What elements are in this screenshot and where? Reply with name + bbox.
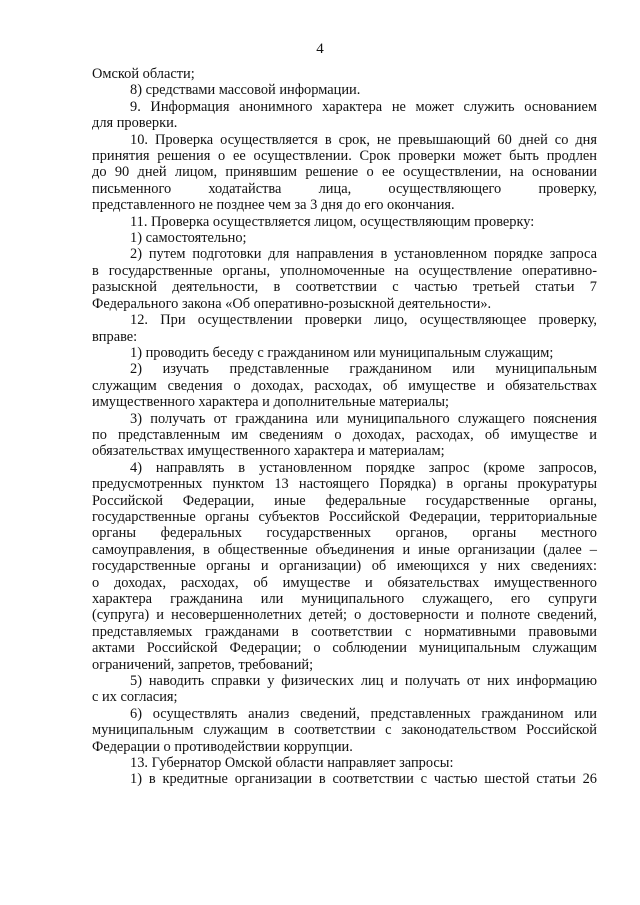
text-line: для проверки. — [92, 115, 178, 132]
text-line: до 90 дней лицом, принявшим решение о ее осуществлении, на основании — [92, 164, 597, 181]
text-line: 6) осуществлять анализ сведений, представленных гражданином или — [130, 705, 597, 722]
text-line: по представленным им сведениям о доходах, расходах, об имуществе и — [92, 426, 597, 443]
text-line: актами Российской Федерации; о соблюдении муниципальным служащим — [92, 640, 597, 657]
text-line: 4) направлять в установленном порядке запрос (кроме запросов, — [130, 459, 597, 476]
text-line: 1) самостоятельно; — [130, 230, 247, 247]
text-line: разыскной деятельности, в соответствии с частью третьей статьи 7 — [92, 279, 597, 296]
text-line: вправе: — [92, 328, 138, 345]
text-line: обязательствах имущественного характера и материалам; — [92, 443, 445, 460]
text-line: имущественного характера и дополнительные материалы; — [92, 394, 450, 411]
text-line: 10. Проверка осуществляется в срок, не превышающий 60 дней со дня — [130, 131, 597, 148]
text-line: в государственные органы, уполномоченные на осуществление оперативно- — [92, 262, 597, 279]
text-line: о доходах, расходах, об имуществе и обязательствах имущественного — [92, 574, 597, 591]
text-line: (супруга) и несовершеннолетних детей; о достоверности и полноте сведений, — [92, 607, 597, 624]
text-line: органы федеральных государственных органов, органы местного — [92, 525, 597, 542]
text-line: служащим сведения о доходах, расходах, об имуществе и обязательствах — [92, 377, 597, 394]
text-line: Федерального закона «Об оперативно-розыскной деятельности». — [92, 295, 492, 312]
text-line: 2) путем подготовки для направления в установленном порядке запроса — [130, 246, 597, 263]
text-line: 9. Информация анонимного характера не может служить основанием — [130, 98, 597, 115]
page-number: 4 — [316, 41, 324, 57]
text-line: 2) изучать представленные гражданином или муниципальным — [130, 361, 597, 378]
text-line: ограничений, запретов, требований; — [92, 656, 314, 673]
text-line: Омской области; — [92, 66, 195, 82]
text-line: 12. При осуществлении проверки лицо, осуществляющее проверку, — [130, 312, 597, 329]
text-line: письменного ходатайства лица, осуществляющего проверку, — [92, 180, 597, 197]
text-line: принятия решения о ее осуществлении. Срок проверки может быть продлен — [92, 148, 597, 165]
text-line: представляемых гражданами в соответствии с нормативными правовыми — [92, 623, 597, 640]
text-line: муниципальным служащим в соответствии с законодательством Российской — [92, 722, 597, 739]
text-line: представленного не позднее чем за 3 дня до его окончания. — [92, 197, 455, 214]
text-line: государственные органы субъектов Российской Федерации, территориальные — [92, 508, 597, 525]
text-line: самоуправления, в общественные объединения и иные организации (далее – — [92, 541, 597, 558]
text-line: 1) проводить беседу с гражданином или муниципальным служащим; — [130, 344, 554, 361]
text-line: 5) наводить справки у физических лиц и получать от них информацию — [130, 673, 597, 690]
text-line: государственные органы и организации) об имеющихся у них сведениях: — [92, 558, 597, 575]
document-body — [92, 66, 597, 788]
text-line: предусмотренных пунктом 13 настоящего Порядка) в органы прокуратуры — [92, 476, 597, 493]
text-line: 8) средствами массовой информации. — [130, 82, 361, 99]
text-line: 1) в кредитные организации в соответствии с частью шестой статьи 26 — [130, 771, 597, 788]
text-line: 3) получать от гражданина или муниципального служащего пояснения — [130, 410, 597, 427]
text-line: характера гражданина или муниципального служащего, его супруги — [92, 591, 597, 607]
text-line: 13. Губернатор Омской области направляет запросы: — [130, 755, 454, 772]
text-line: с их согласия; — [92, 689, 178, 706]
text-line: 11. Проверка осуществляется лицом, осуществляющим проверку: — [130, 213, 535, 230]
text-line: Российской Федерации, иные федеральные государственные органы, — [92, 492, 597, 509]
text-line: Федерации о противодействии коррупции. — [92, 738, 353, 755]
